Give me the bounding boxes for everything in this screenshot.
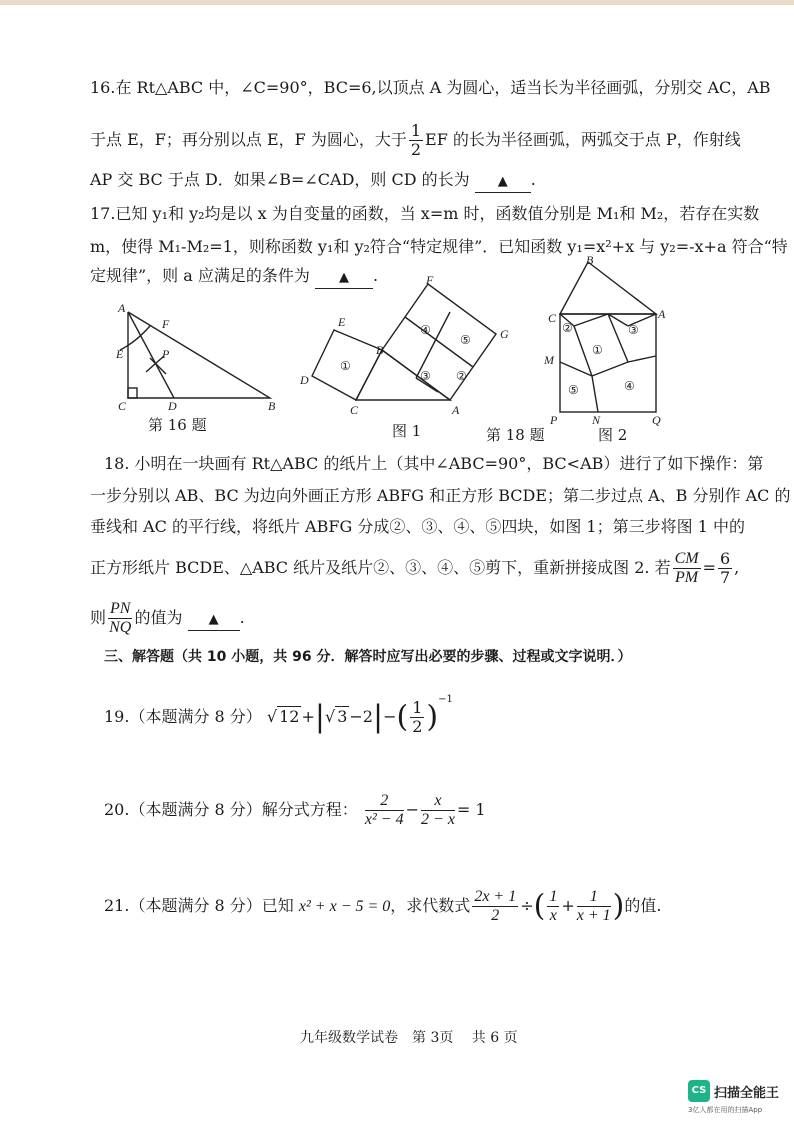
fig2-caption: 图 2 bbox=[598, 426, 628, 444]
q19-line bbox=[104, 690, 453, 736]
q21-fraction-2: $\frac{1}{x}$ bbox=[549, 888, 558, 924]
scanner-logo-icon: CS bbox=[688, 1080, 710, 1102]
q21-label: 21.（本题满分 8 分）已知 bbox=[104, 896, 294, 915]
fig1-region-2: ② bbox=[456, 369, 467, 383]
fig2-label-M: M bbox=[544, 353, 554, 367]
q21-fraction-3: $\frac{1}{x + 1}$ bbox=[576, 888, 611, 924]
fraction-one-half-q19: $\frac{1}{2}$ bbox=[412, 698, 423, 736]
fig1-label-G: G bbox=[500, 327, 509, 341]
figure-2-rearranged bbox=[540, 252, 670, 430]
fig2-region-2: ② bbox=[562, 321, 573, 335]
scanner-tagline: 3亿人都在用的扫描App bbox=[688, 1106, 763, 1114]
q18-line4-text: 正方形纸片 BCDE、△ABC 纸片及纸片②、③、④、⑤剪下，重新拼接成图 2. 若 bbox=[90, 558, 671, 577]
fig16-caption: 第 16 题 bbox=[148, 416, 207, 434]
fig16-label-D: D bbox=[168, 399, 177, 413]
fig1-label-E: E bbox=[338, 315, 346, 329]
fig1-caption: 图 1 bbox=[392, 422, 422, 440]
fraction-six-sevenths: $\frac{6}{7}$ bbox=[719, 549, 731, 587]
fig2-label-B: B bbox=[586, 253, 594, 267]
fig2-label-N: N bbox=[592, 413, 601, 427]
q18-line1: 18. 小明在一块画有 Rt△ABC 的纸片上（其中∠ABC=90°，BC<AB）进行了如下操作：第 bbox=[104, 454, 764, 473]
fig1-label-A: A bbox=[452, 403, 460, 417]
fig1-label-B: B bbox=[376, 343, 384, 357]
q21-fraction-1: $\frac{2x + 1}{2}$ bbox=[474, 888, 517, 924]
fraction-cm-pm: $\frac{CM}{PM}$ bbox=[674, 550, 699, 586]
fig1-region-4: ④ bbox=[420, 323, 431, 337]
q18-line5-prefix: 则 bbox=[90, 608, 107, 627]
q17-line2: m，使得 M₁-M₂=1，则称函数 y₁和 y₂符合“特定规律”．已知函数 y₁=x²+x 与 y₂=-x+a 符合“特 bbox=[90, 237, 788, 256]
fig1-region-5: ⑤ bbox=[460, 333, 471, 347]
q16-answer-blank: ▲ bbox=[475, 172, 531, 193]
figure-q16-triangle bbox=[110, 300, 290, 415]
q16-line3-text: AP 交 BC 于点 D．如果∠B=∠CAD，则 CD 的长为 bbox=[90, 170, 470, 189]
q20-fraction-1: $\frac{2}{\text{x² − 4}}$ bbox=[364, 792, 404, 828]
q16-line2-part-b: EF 的长为半径画弧，两弧交于点 P，作射线 bbox=[425, 130, 741, 149]
fig1-label-F: F bbox=[426, 273, 434, 287]
fig16-label-F: F bbox=[162, 317, 170, 331]
page-top-edge bbox=[0, 0, 794, 5]
q20-line: 20.（本题满分 8 分）解分式方程： $\frac{2}{\text{x² − 4}}$ − $\frac{x}{2 - x}$ = 1 bbox=[104, 792, 486, 828]
fig16-label-C: C bbox=[118, 399, 127, 413]
fig2-region-1: ① bbox=[592, 343, 603, 357]
q21-mid-text: ，求代数式 bbox=[390, 896, 471, 915]
q18-line5: 则 $\frac{PN}{NQ}$ 的值为 ▲ . bbox=[90, 600, 245, 636]
q18-line5-suffix: 的值为 bbox=[134, 608, 183, 627]
q17-line1: 17.已知 y₁和 y₂均是以 x 为自变量的函数，当 x=m 时，函数值分别是 M₁和 M₂，若存在实数 bbox=[90, 204, 760, 223]
fig16-label-B: B bbox=[268, 399, 276, 413]
q20-label: 20.（本题满分 8 分）解分式方程： bbox=[104, 800, 358, 819]
q16-line1: 16.在 Rt△ABC 中，∠C=90°，BC=6,以顶点 A 为圆心，适当长为半径画弧，分别交 AC，AB bbox=[90, 78, 771, 97]
figure-1-squares bbox=[298, 272, 516, 424]
fig2-region-4: ④ bbox=[624, 379, 635, 393]
q18-line3: 垂线和 AC 的平行线，将纸片 ABFG 分成②、③、④、⑤四块，如图 1；第三步将图 1 中的 bbox=[90, 517, 745, 536]
q17-line3: 定规律”，则 a 应满足的条件为 ▲ . bbox=[90, 266, 378, 289]
scanner-app-name: 扫描全能王 bbox=[714, 1086, 780, 1101]
q20-rhs: = 1 bbox=[456, 800, 486, 819]
q19-label: 19.（本题满分 8 分） bbox=[104, 707, 262, 726]
q21-suffix: 的值. bbox=[624, 896, 662, 915]
q18-answer-blank: ▲ bbox=[188, 610, 240, 631]
q18-line2: 一步分别以 AB、BC 为边向外画正方形 ABFG 和正方形 BCDE；第二步过点 A、B 分别作 AC 的 bbox=[90, 486, 791, 505]
fig2-label-Q: Q bbox=[652, 413, 661, 427]
fig2-label-A: A bbox=[658, 307, 666, 321]
fig1-label-D: D bbox=[300, 373, 309, 387]
scanner-watermark bbox=[688, 1080, 788, 1120]
fig1-label-C: C bbox=[350, 403, 359, 417]
q19-exponent: −1 bbox=[438, 694, 453, 705]
q19-expression: √ 12 +|√ 3 −2|−( $\frac{1}{2}$ )$^{-1}$ bbox=[266, 694, 453, 736]
fig16-label-P: P bbox=[162, 347, 170, 361]
q21-equation: x² + x − 5 = 0 bbox=[298, 898, 391, 915]
section-3-heading: 三、解答题（共 10 小题，共 96 分．解答时应写出必要的步骤、过程或文字说明．） bbox=[104, 649, 632, 665]
q16-line2-part-a: 于点 E，F；再分别以点 E，F 为圆心，大于 bbox=[90, 130, 407, 149]
fig2-label-P: P bbox=[550, 413, 558, 427]
fig16-label-A: A bbox=[118, 301, 126, 315]
q16-line3: AP 交 BC 于点 D．如果∠B=∠CAD，则 CD 的长为 ▲ . bbox=[90, 170, 536, 193]
fig2-region-3: ③ bbox=[628, 323, 639, 337]
page-footer: 九年级数学试卷 第 3页 共 6 页 bbox=[300, 1030, 518, 1046]
equals-sign: = bbox=[702, 558, 716, 577]
fig1-region-1: ① bbox=[340, 359, 351, 373]
q17-answer-blank: ▲ bbox=[315, 268, 373, 289]
fig2-label-C: C bbox=[548, 311, 557, 325]
fig2-region-5: ⑤ bbox=[568, 383, 579, 397]
fig16-label-E: E bbox=[116, 347, 124, 361]
q17-line3-text: 定规律”，则 a 应满足的条件为 bbox=[90, 266, 310, 285]
fig18-caption: 第 18 题 bbox=[486, 426, 545, 444]
fraction-pn-nq: $\frac{PN}{NQ}$ bbox=[109, 600, 132, 636]
q18-line4: 正方形纸片 BCDE、△ABC 纸片及纸片②、③、④、⑤剪下，重新拼接成图 2. 若 $\frac{CM}{PM}$ = $\frac{6}{7}$ , bbox=[90, 549, 740, 587]
fraction-one-half: $\frac{1}{2}$ bbox=[410, 121, 422, 159]
q21-line: 21.（本题满分 8 分）已知 x² + x − 5 = 0，求代数式 $\frac{2x + 1}{2}$ ÷( $\frac{1}{x}$ + $\frac{1}{x + 1}$ )的值. bbox=[104, 888, 662, 924]
q20-fraction-2: $\frac{x}{2 - x}$ bbox=[421, 792, 455, 828]
q16-line2 bbox=[90, 122, 741, 159]
fig1-region-3: ③ bbox=[420, 369, 431, 383]
